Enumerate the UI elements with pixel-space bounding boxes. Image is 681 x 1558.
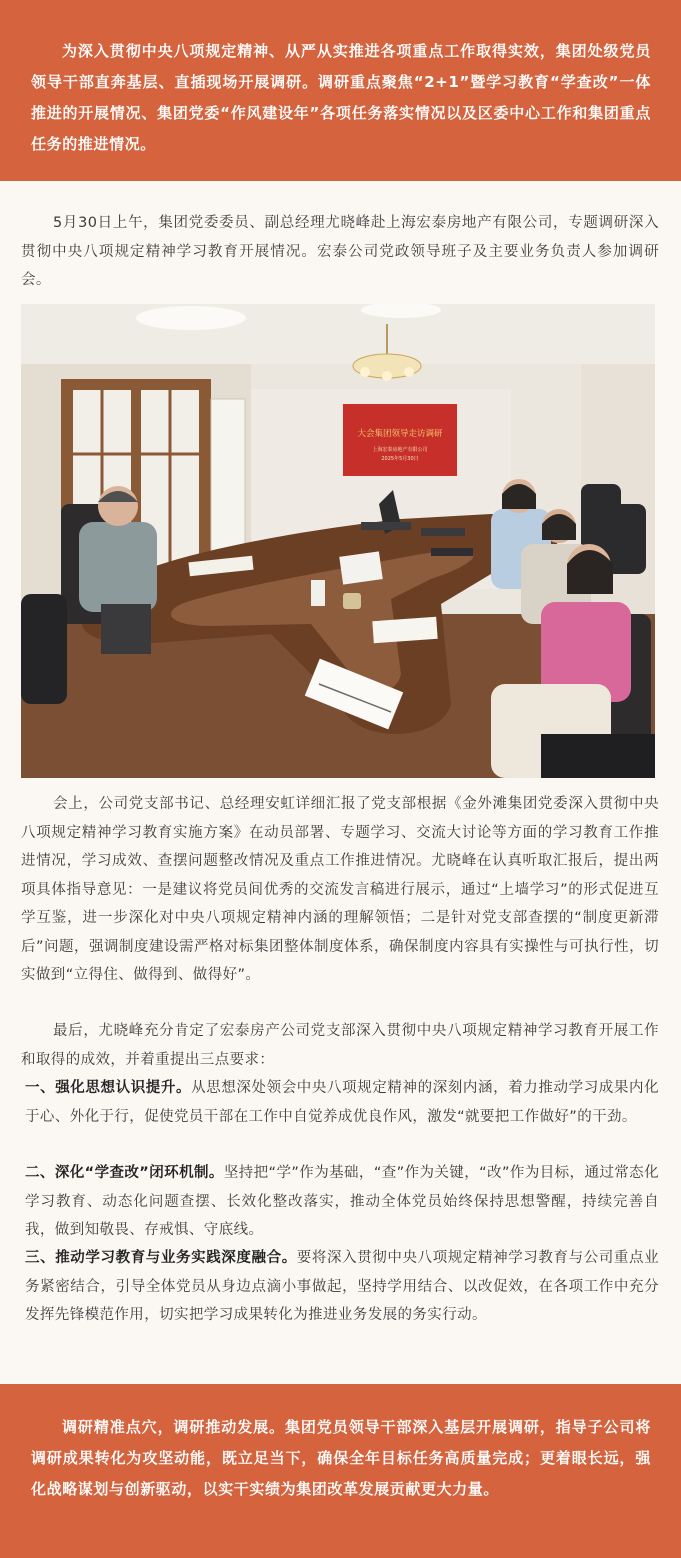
- meeting-photo: [21, 304, 655, 778]
- article-paragraph-intro: 5月30日上午，集团党委委员、副总经理尤晓峰赴上海宏泰房地产有限公司，专题调研深入贯彻中央八项规定精神学习教育开展情况。宏泰公司党政领导班子及主要业务负责人参加调研会。: [21, 215, 659, 288]
- requirement-3-text: 要将深入贯彻中央八项规定精神学习教育与公司重点业务紧密结合，引导全体党员从身边点滴小事做起，坚持学用结合、以改促效，在各项工作中充分发挥先锋模范作用，切实把学习成果转化为推进业务发展的务实行动。: [25, 1250, 659, 1323]
- requirement-2-text: 坚持把“学”作为基础，“查”作为关键，“改”作为目标，通过常态化学习教育、动态化问题查摆、长效化整改落实，推动全体党员始终保持思想警醒，持续完善自我，做到知敬畏、存戒惧、守底线。: [25, 1165, 659, 1238]
- meeting-photo-illustration: [21, 304, 655, 778]
- article-paragraph-conclusion-wrap: [21, 1017, 659, 1074]
- intro-banner: [0, 0, 681, 181]
- requirement-1-title: 一、强化思想认识提升。: [25, 1080, 192, 1096]
- article-body: [0, 181, 681, 1384]
- article-paragraph-report-wrap: [21, 790, 659, 990]
- article-paragraph-report: 会上，公司党支部书记、总经理安虹详细汇报了党支部根据《金外滩集团党委深入贯彻中央八项规定精神学习教育实施方案》在动员部署、专题学习、交流大讨论等方面的学习教育工作推进情况，学习成效、查摆问题整改情况及重点工作推进情况。尤晓峰在认真听取汇报后，提出两项具体指导意见：一是建议将党员间优秀的交流发言稿进行展示，通过“上墙学习”的形式促进互学互鉴，进一步深化对中央八项规定精神内涵的理解领悟；二是针对党支部查摆的“制度更新滞后”问题，强调制度建设需严格对标集团整体制度体系，确保制度内容具有实操性与可执行性，切实做到“立得住、做得到、做得好”。: [21, 796, 659, 983]
- closing-banner: [0, 1384, 681, 1558]
- requirement-3-title: 三、推动学习教育与业务实践深度融合。: [25, 1250, 297, 1266]
- requirement-3: [21, 1244, 659, 1330]
- requirement-1: [21, 1074, 659, 1131]
- requirement-1-text: 从思想深处领会中央八项规定精神的深刻内涵，着力推动学习成果内化于心、外化于行，促使党员干部在工作中自觉养成优良作风，激发“就要把工作做好”的干劲。: [25, 1080, 659, 1125]
- screen-date: 2025年5月30日: [381, 456, 419, 462]
- requirement-2: [21, 1159, 659, 1245]
- article-paragraph-intro-wrap: [21, 209, 659, 295]
- closing-banner-text: 调研精准点穴，调研推动发展。集团党员领导干部深入基层开展调研，指导子公司将调研成果转化为攻坚动能，既立足当下，确保全年目标任务高质量完成；更着眼长远，强化战略谋划与创新驱动，以实干实绩为集团改革发展贡献更大力量。: [31, 1418, 651, 1498]
- screen-title: 大会集团领导走访调研: [357, 429, 443, 439]
- requirement-2-title: 二、深化“学查改”闭环机制。: [25, 1165, 224, 1181]
- screen-subtitle: 上海宏泰房地产有限公司: [372, 447, 428, 453]
- intro-banner-text: 为深入贯彻中央八项规定精神、从严从实推进各项重点工作取得实效，集团处级党员领导干部直奔基层、直插现场开展调研。调研重点聚焦“2+1”暨学习教育“学查改”一体推进的开展情况、集团党委“作风建设年”各项任务落实情况以及区委中心工作和集团重点任务的推进情况。: [31, 42, 651, 153]
- article-paragraph-conclusion: 最后，尤晓峰充分肯定了宏泰房产公司党支部深入贯彻中央八项规定精神学习教育开展工作和取得的成效，并着重提出三点要求：: [21, 1023, 659, 1068]
